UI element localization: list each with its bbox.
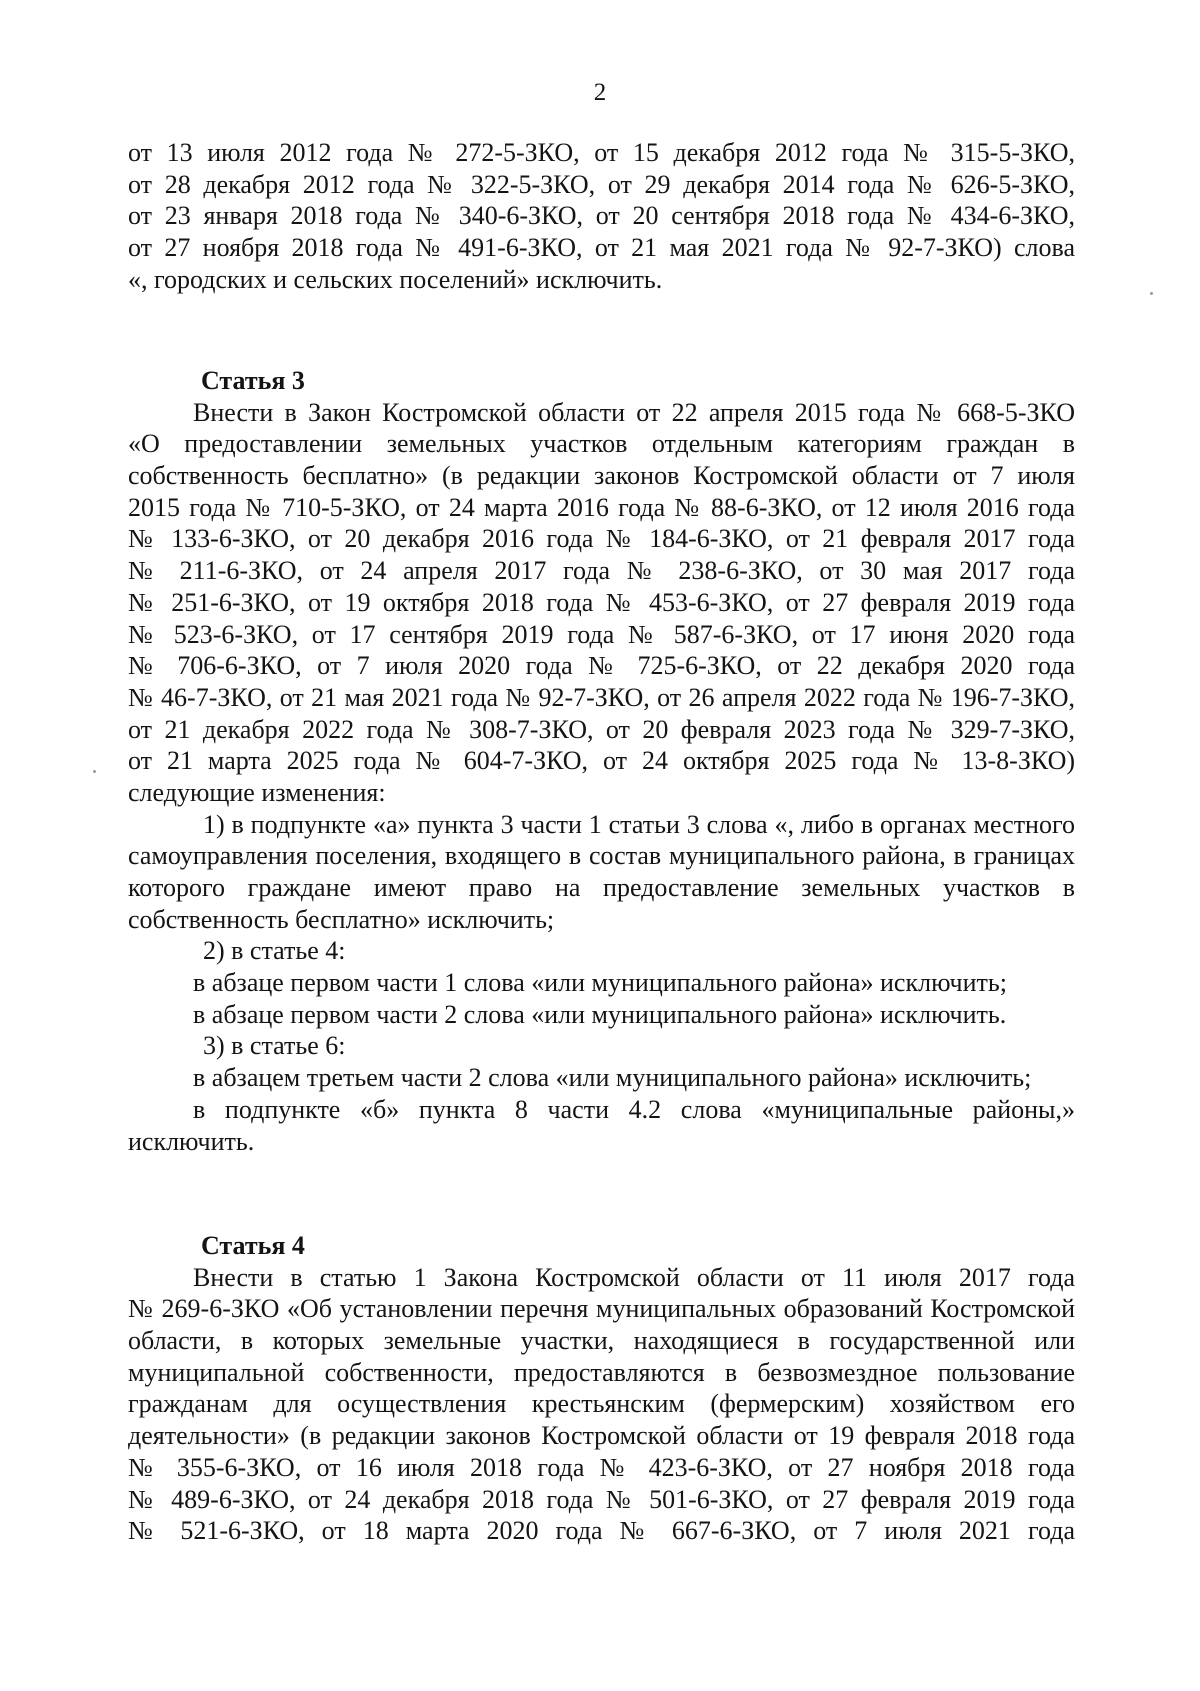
text-line: от 23 января 2018 года № 340-6-ЗКО, от 20 сентября 2018 года № 434-6-ЗКО, [128,201,1075,231]
continuation-paragraph [128,137,1075,295]
text-line: самоуправления поселения, входящего в состав муниципального района, в границах [128,841,1075,871]
text-line: 3) в статье 6: [203,1031,346,1061]
text-line: области, в которых земельные участки, находящиеся в государственной или [128,1326,1075,1356]
text-line: исключить. [128,1126,255,1156]
text-line: следующие изменения: [128,777,386,807]
text-line: № 523-6-ЗКО, от 17 сентября 2019 года № 587-6-ЗКО, от 17 июня 2020 года [128,619,1075,649]
text-line: от 13 июля 2012 года № 272-5-ЗКО, от 15 декабря 2012 года № 315-5-ЗКО, [128,138,1075,167]
text-line: которого граждане имеют право на предоставление земельных участков в [128,873,1075,902]
text-line: муниципальной собственности, предоставляются в безвозмездное пользование [128,1357,1075,1387]
article-4 [128,1230,1075,1547]
text-line: № 269-6-ЗКО «Об установлении перечня муниципальных образований Костромской [128,1294,1075,1324]
text-line: собственность бесплатно» (в редакции законов Костромской области от 7 июля [128,461,1075,491]
text-line: в абзаце первом части 1 слова «или муниципального района» исключить; [193,968,1007,998]
text-line: Внести в статью 1 Закона Костромской области от 11 июля 2017 года [193,1262,1075,1292]
text-line: 1) в подпункте «а» пункта 3 части 1 статьи 3 слова «, либо в органах местного [203,809,1075,839]
text-line: от 27 ноября 2018 года № 491-6-ЗКО, от 21 мая 2021 года № 92-7-ЗКО) слова [128,233,1075,263]
text-line: в абзаце первом части 2 слова «или муниципального района» исключить. [193,999,1007,1029]
text-line: в абзацем третьем части 2 слова «или муниципального района» исключить; [193,1063,1032,1093]
text-line: № 211-6-ЗКО, от 24 апреля 2017 года № 238-6-ЗКО, от 30 мая 2017 года [128,556,1075,586]
scan-speck [93,770,96,773]
text-line: «О предоставлении земельных участков отдельным категориям граждан в [128,429,1075,459]
text-line: № 251-6-ЗКО, от 19 октября 2018 года № 453-6-ЗКО, от 27 февраля 2019 года [128,587,1075,617]
text-line: Внести в Закон Костромской области от 22 апреля 2015 года № 668-5-ЗКО [193,397,1075,427]
text-line: № 355-6-ЗКО, от 16 июля 2018 года № 423-6-ЗКО, от 27 ноября 2018 года [128,1452,1075,1482]
text-line: гражданам для осуществления крестьянским (фермерским) хозяйством его [128,1389,1075,1419]
text-line: № 46-7-ЗКО, от 21 мая 2021 года № 92-7-ЗКО, от 26 апреля 2022 года № 196-7-ЗКО, [128,682,1075,712]
article-3-heading: Статья 3 [201,366,305,395]
text-line: деятельности» (в редакции законов Костромской области от 19 февраля 2018 года [128,1421,1075,1451]
scan-speck [1150,292,1153,295]
text-line: от 21 марта 2025 года № 604-7-ЗКО, от 24 октября 2025 года № 13-8-ЗКО) [128,746,1075,776]
article-4-heading: Статья 4 [201,1231,305,1260]
text-line: от 28 декабря 2012 года № 322-5-ЗКО, от 29 декабря 2014 года № 626-5-ЗКО, [128,169,1075,199]
text-line: в подпункте «б» пункта 8 части 4.2 слова «муниципальные районы,» [193,1094,1075,1124]
text-line: «, городских и сельских поселений» исключить. [128,264,663,294]
article-3 [128,365,1075,1157]
text-line: № 706-6-ЗКО, от 7 июля 2020 года № 725-6-ЗКО, от 22 декабря 2020 года [128,651,1075,681]
text-line: собственность бесплатно» исключить; [128,904,555,934]
text-line: от 21 декабря 2022 года № 308-7-ЗКО, от 20 февраля 2023 года № 329-7-ЗКО, [128,714,1075,744]
text-line: № 133-6-ЗКО, от 20 декабря 2016 года № 184-6-ЗКО, от 21 февраля 2017 года [128,524,1075,554]
text-line: 2015 года № 710-5-ЗКО, от 24 марта 2016 года № 88-6-ЗКО, от 12 июля 2016 года [128,492,1075,522]
text-line: № 489-6-ЗКО, от 24 декабря 2018 года № 501-6-ЗКО, от 27 февраля 2019 года [128,1484,1075,1514]
page-number: 2 [593,79,607,106]
text-line: № 521-6-ЗКО, от 18 марта 2020 года № 667-6-ЗКО, от 7 июля 2021 года [128,1516,1075,1546]
text-line: 2) в статье 4: [203,936,346,966]
